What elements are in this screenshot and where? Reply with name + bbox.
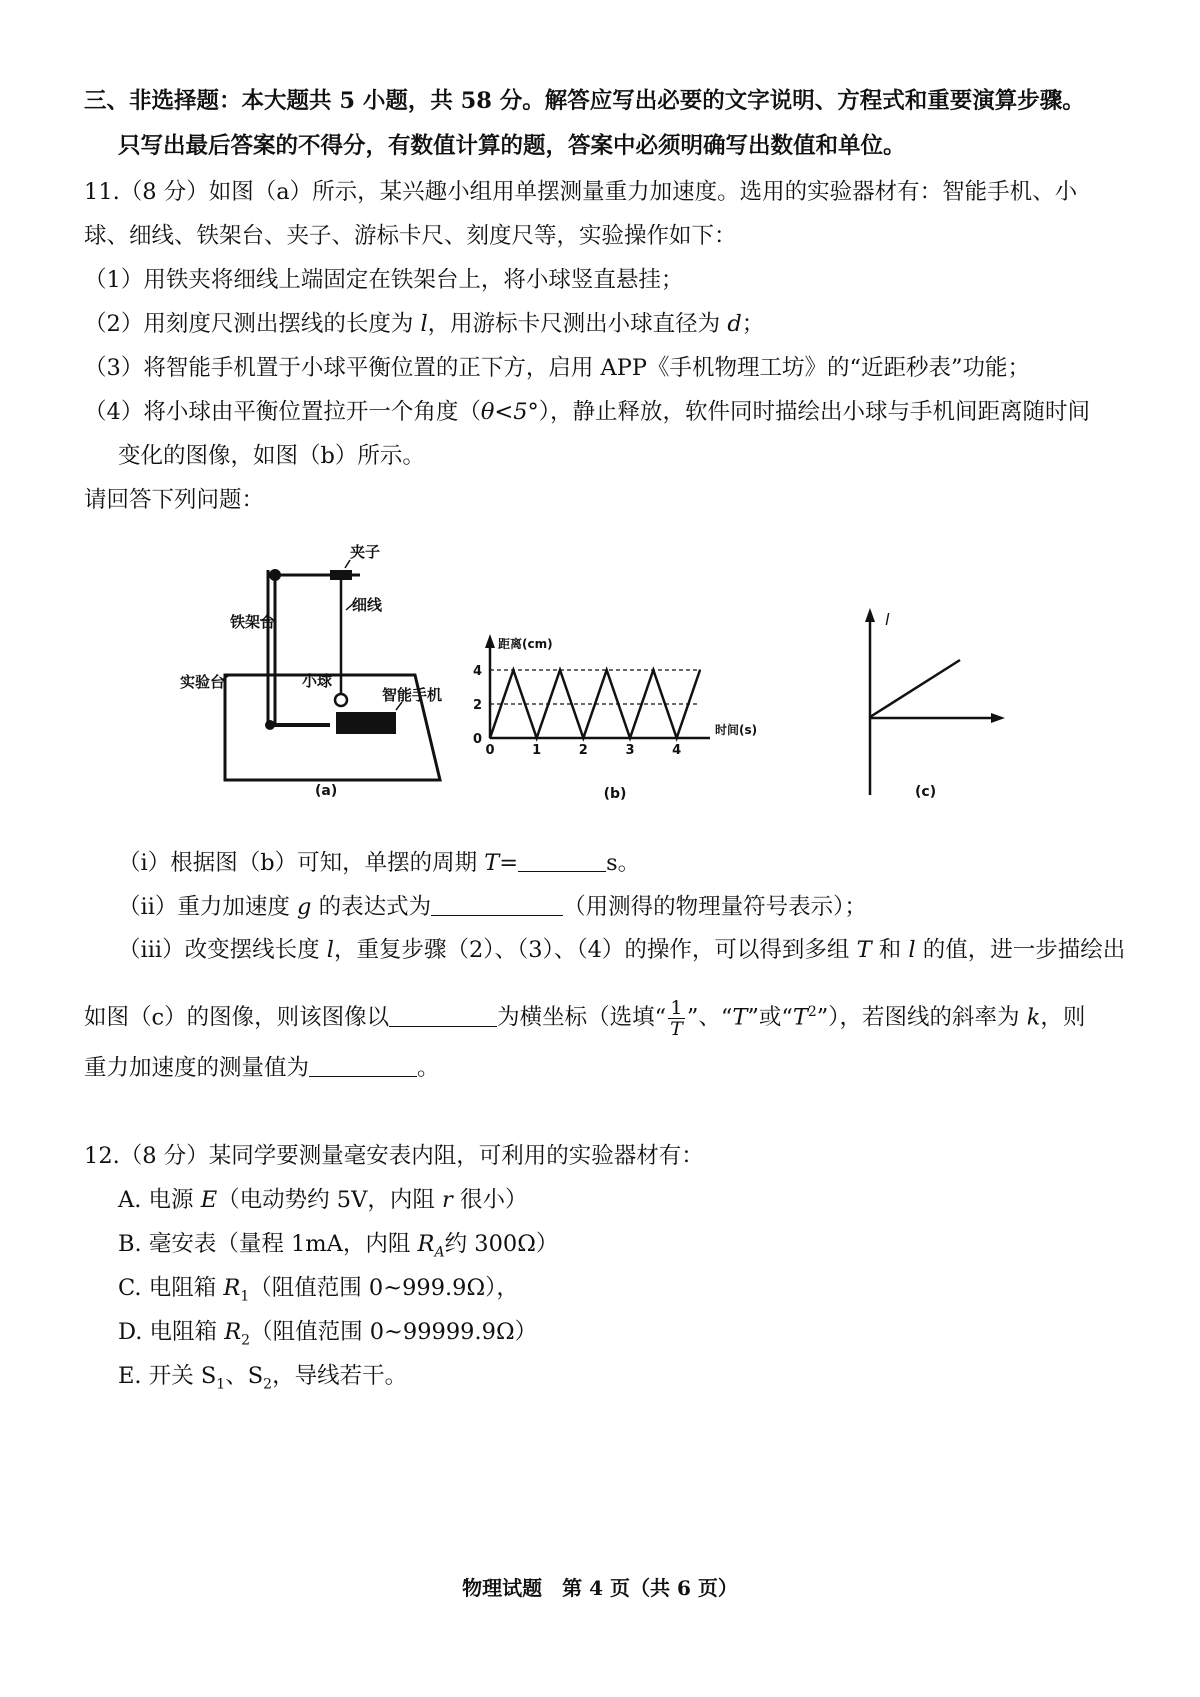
- option-T-squared-exponent: 2: [807, 1004, 817, 1020]
- q11-step2-text-a: （2）用刻度尺测出摆线的长度为: [84, 311, 421, 337]
- chart-caption: (b): [603, 786, 627, 802]
- q12-e-text-a: E. 开关 S: [118, 1363, 217, 1389]
- symbol-r: r: [442, 1187, 453, 1213]
- q11-step4-text-b: ），静止释放，软件同时描绘出小球与手机间距离随时间: [538, 399, 1091, 425]
- chart-data-point: [489, 737, 491, 739]
- chart-y-tick-label: 4: [472, 664, 482, 679]
- q11-intro-line1: 11.（8 分）如图（a）所示，某兴趣小组用单摆测量重力加速度。选用的实验器材有：智能手机、小: [84, 179, 1078, 205]
- symbol-g: g: [297, 894, 312, 920]
- q11-sub-iii: [118, 935, 1125, 965]
- q11-step4-text-a: （4）将小球由平衡位置拉开一个角度（: [84, 399, 481, 425]
- chart-data-point: [699, 669, 701, 671]
- q11-sub-iii-text-a: （iii）改变摆线长度: [118, 937, 327, 963]
- figure-c-caption: (c): [915, 784, 937, 800]
- answer-blank-g-expression[interactable]: [431, 893, 563, 916]
- q12-c-text-b: （阻值范围 0~999.9Ω），: [249, 1275, 519, 1301]
- chart-x-tick-label: 3: [625, 743, 635, 758]
- q11-sub-iii-text-b: ，重复步骤（2）、（3）、（4）的操作，可以得到多组: [333, 937, 857, 963]
- chart-data-point: [606, 669, 608, 671]
- symbol-l: l: [908, 937, 916, 963]
- answer-blank-g-value[interactable]: [309, 1054, 417, 1077]
- q11-sub-i-text-a: （i）根据图（b）可知，单摆的周期: [118, 850, 485, 876]
- q12-c-text-a: C. 电阻箱: [118, 1275, 224, 1301]
- figure-c-y-arrow: [865, 608, 875, 622]
- chart-x-tick-label: 4: [672, 743, 682, 758]
- symbol-T: T: [856, 937, 872, 963]
- q11-sub-i-text-b: s。: [606, 850, 641, 876]
- q12-a-text-b: （电动势约 5V，内阻: [217, 1187, 443, 1213]
- q12-a-text-a: A. 电源: [118, 1187, 201, 1213]
- symbol-l: l: [326, 937, 334, 963]
- chart-data-point: [629, 737, 631, 739]
- symbol-E: E: [200, 1187, 218, 1213]
- q12-option-c: [118, 1273, 519, 1312]
- chart-y-axis-arrow: [485, 634, 495, 648]
- q12-e-text-c: ，导线若干。: [272, 1363, 408, 1389]
- option-T-squared: T: [792, 1004, 808, 1031]
- q12-d-text-b: （阻值范围 0~99999.9Ω）: [250, 1319, 538, 1345]
- fraction-numerator: 1: [668, 998, 685, 1019]
- q11-sub-iii-line2-text-a: 如图（c）的图像，则该图像以: [84, 1004, 390, 1031]
- label-ball: 小球: [302, 672, 333, 690]
- symbol-R-subscript: 1: [240, 1288, 250, 1305]
- label-clip: 夹子: [350, 543, 381, 561]
- figure-c-line: [870, 660, 960, 717]
- phone-shape: [336, 712, 396, 734]
- q12-option-d: [118, 1317, 537, 1356]
- symbol-T: T: [484, 850, 500, 876]
- q11-step4-line2: 变化的图像，如图（b）所示。: [118, 443, 425, 469]
- q11-sub-iii-line2-text-c: ”、“: [686, 1004, 733, 1031]
- chart-data-point: [676, 737, 678, 739]
- label-thread: 细线: [352, 596, 383, 614]
- symbol-R: R: [223, 1275, 241, 1301]
- symbol-R: R: [224, 1319, 242, 1345]
- chart-data-point: [536, 737, 538, 739]
- q11-sub-iii-line3: [84, 1053, 440, 1083]
- q11-sub-ii-text-c: （用测得的物理量符号表示）；: [563, 894, 867, 920]
- symbol-theta: θ<5°: [480, 399, 539, 425]
- section-header-line1: 三、非选择题：本大题共 5 小题，共 58 分。解答应写出必要的文字说明、方程式和重要演算步骤。: [84, 88, 1085, 114]
- section-header-line2: 只写出最后答案的不得分，有数值计算的题，答案中必须明确写出数值和单位。: [118, 133, 906, 159]
- q11-sub-iii-line3-text-a: 重力加速度的测量值为: [84, 1055, 310, 1081]
- q11-sub-iii-line2-text-d: ”或“: [747, 1004, 793, 1031]
- fraction-one-over-T: [668, 998, 685, 1039]
- q12-intro: 12.（8 分）某同学要测量毫安表内阻，可利用的实验器材有：: [84, 1143, 704, 1169]
- chart-x-tick-label: 1: [532, 743, 542, 758]
- page-footer: 物理试题 第 4 页（共 6 页）: [462, 1576, 738, 1600]
- q11-sub-ii-text-a: （ii）重力加速度: [118, 894, 298, 920]
- q11-sub-i: [118, 848, 640, 878]
- chart-data-point: [653, 669, 655, 671]
- q12-b-text-b: 约 300Ω）: [444, 1231, 559, 1257]
- q11-sub-iii-line2: [84, 990, 1085, 1040]
- symbol-R: R: [417, 1231, 435, 1257]
- figure-c-graph: [845, 600, 1005, 810]
- fraction-denominator: T: [670, 1018, 683, 1040]
- q11-prompt: 请回答下列问题：: [84, 487, 265, 513]
- switch-subscript: 1: [216, 1376, 226, 1393]
- answer-blank-period[interactable]: [518, 849, 606, 872]
- symbol-k: k: [1026, 1004, 1041, 1031]
- q11-sub-iii-text-c: 和: [871, 937, 909, 963]
- label-table: 实验台: [180, 673, 226, 691]
- q11-sub-iii-line2-text-b: 为横坐标（选填“: [497, 1004, 667, 1031]
- chart-x-axis-label: 时间(s): [715, 723, 758, 737]
- q11-step2-text-b: ，用游标卡尺测出小球直径为: [427, 311, 728, 337]
- symbol-d: d: [727, 311, 742, 337]
- q12-option-b: [118, 1229, 558, 1268]
- chart-data-point: [583, 737, 585, 739]
- q11-step4: [84, 397, 1090, 427]
- answer-blank-x-axis[interactable]: [389, 1004, 497, 1027]
- symbol-l: l: [420, 311, 428, 337]
- q12-option-e: [118, 1361, 407, 1400]
- ball-shape: [335, 694, 347, 706]
- q11-step1: （1）用铁夹将细线上端固定在铁架台上，将小球竖直悬挂；: [84, 267, 684, 293]
- q11-sub-iii-line3-text-b: 。: [417, 1055, 440, 1081]
- stand-knob: [269, 569, 281, 581]
- option-T: T: [732, 1004, 748, 1031]
- q11-step3: （3）将智能手机置于小球平衡位置的正下方，启用 APP《手机物理工坊》的“近距秒表”功能；: [84, 355, 1031, 381]
- symbol-R-subscript: 2: [241, 1332, 251, 1349]
- q11-sub-ii-text-b: 的表达式为: [311, 894, 432, 920]
- chart-y-tick-label: 2: [472, 698, 482, 713]
- q12-option-a: [118, 1185, 527, 1215]
- figure-b-chart: [472, 637, 770, 815]
- chart-y-tick-label: 0: [472, 732, 482, 747]
- q11-step2-text-c: ；: [741, 311, 765, 337]
- label-phone: 智能手机: [382, 686, 443, 704]
- figure-a-caption: (a): [315, 783, 338, 799]
- clip-shape: [330, 570, 352, 580]
- q11-sub-iii-line2-text-e: ”），若图线的斜率为: [816, 1004, 1027, 1031]
- q11-sub-ii: [118, 892, 867, 922]
- q11-step2: [84, 309, 764, 339]
- chart-data-point: [559, 669, 561, 671]
- label-iron-stand: 铁架台: [230, 613, 276, 631]
- equals-sign: =: [499, 850, 519, 876]
- q12-a-text-c: 很小）: [452, 1187, 528, 1213]
- q11-intro-line2: 球、细线、铁架台、夹子、游标卡尺、刻度尺等，实验操作如下：: [84, 223, 737, 249]
- figure-a-apparatus: [170, 540, 460, 810]
- leader-clip: [345, 560, 350, 568]
- figure-c-x-arrow: [991, 713, 1005, 723]
- q11-sub-iii-text-d: 的值，进一步描绘出: [915, 937, 1126, 963]
- q12-d-text-a: D. 电阻箱: [118, 1319, 225, 1345]
- chart-x-tick-label: 0: [485, 743, 495, 758]
- chart-y-axis-label: 距离(cm): [498, 637, 553, 651]
- figure-c-ylabel: l: [885, 610, 890, 629]
- symbol-R-subscript: A: [434, 1244, 445, 1261]
- chart-data-point: [513, 669, 515, 671]
- q12-b-text-a: B. 毫安表（量程 1mA，内阻: [118, 1231, 418, 1257]
- stand-base-foot: [265, 720, 275, 730]
- q11-sub-iii-line2-text-f: ，则: [1040, 1004, 1086, 1031]
- switch-subscript: 2: [263, 1376, 273, 1393]
- chart-x-tick-label: 2: [578, 743, 588, 758]
- q12-e-text-b: 、S: [225, 1363, 264, 1389]
